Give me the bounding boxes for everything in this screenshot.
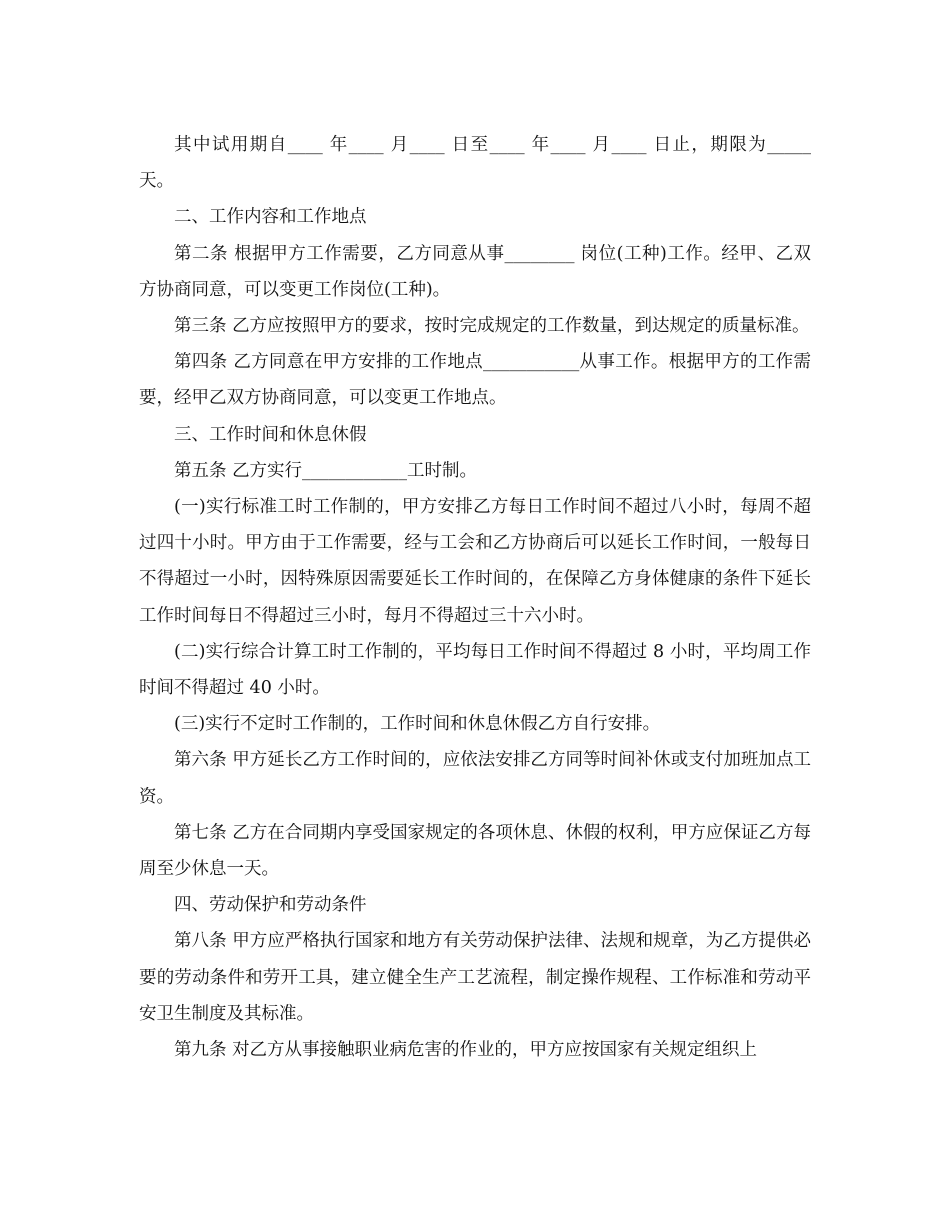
paragraph-article-6: 第六条 甲方延长乙方工作时间的，应依法安排乙方同等时间补休或支付加班加点工资。 bbox=[139, 750, 811, 807]
paragraph-article-5: 第五条 乙方实行____________工时制。 bbox=[174, 460, 478, 481]
paragraph-probation-period: 其中试用期自____ 年____ 月____ 日至____ 年____ 月____ 日止，期限为_____天。 bbox=[139, 135, 811, 192]
paragraph-article-3: 第三条 乙方应按照甲方的要求，按时完成规定的工作数量，到达规定的质量标准。 bbox=[174, 316, 810, 337]
paragraph-standard-hours: (一)实行标准工时工作制的，甲方安排乙方每日工作时间不超过八小时，每周不超过四十小时。甲方由于工作需要，经与工会和乙方协商后可以延长工作时间，一般每日不得超过一小时，因特殊原因需要延长工作时间的，在保障乙方身体健康的条件下延长工作时间每日不得超过三小时，每月不得超过三十六小时。 bbox=[139, 497, 811, 626]
paragraph-flexible-hours: (三)实行不定时工作制的，工作时间和休息休假乙方自行安排。 bbox=[174, 714, 661, 735]
paragraph-article-8: 第八条 甲方应严格执行国家和地方有关劳动保护法律、法规和规章，为乙方提供必要的劳动条件和劳开工具，建立健全生产工艺流程，制定操作规程、工作标准和劳动平安卫生制度及其标准。 bbox=[139, 931, 811, 1024]
section-heading-work-content: 二、工作内容和工作地点 bbox=[174, 207, 367, 228]
paragraph-comprehensive-hours: (二)实行综合计算工时工作制的，平均每日工作时间不得超过 8 小时，平均周工作时间不得超过 40 小时。 bbox=[139, 641, 811, 699]
paragraph-article-2: 第二条 根据甲方工作需要，乙方同意从事________ 岗位(工种)工作。经甲、乙双方协商同意，可以变更工作岗位(工种)。 bbox=[139, 243, 811, 300]
paragraph-article-9: 第九条 对乙方从事接触职业病危害的作业的，甲方应按国家有关规定组织上 bbox=[174, 1040, 758, 1061]
section-heading-labor-protection: 四、劳动保护和劳动条件 bbox=[174, 895, 367, 916]
paragraph-article-7: 第七条 乙方在合同期内享受国家规定的各项休息、休假的权利，甲方应保证乙方每周至少休息一天。 bbox=[139, 822, 811, 880]
document-body bbox=[139, 127, 811, 1068]
section-heading-work-hours: 三、工作时间和休息休假 bbox=[174, 424, 367, 445]
paragraph-article-4: 第四条 乙方同意在甲方安排的工作地点___________从事工作。根据甲方的工作需要，经甲乙双方协商同意，可以变更工作地点。 bbox=[139, 352, 811, 409]
